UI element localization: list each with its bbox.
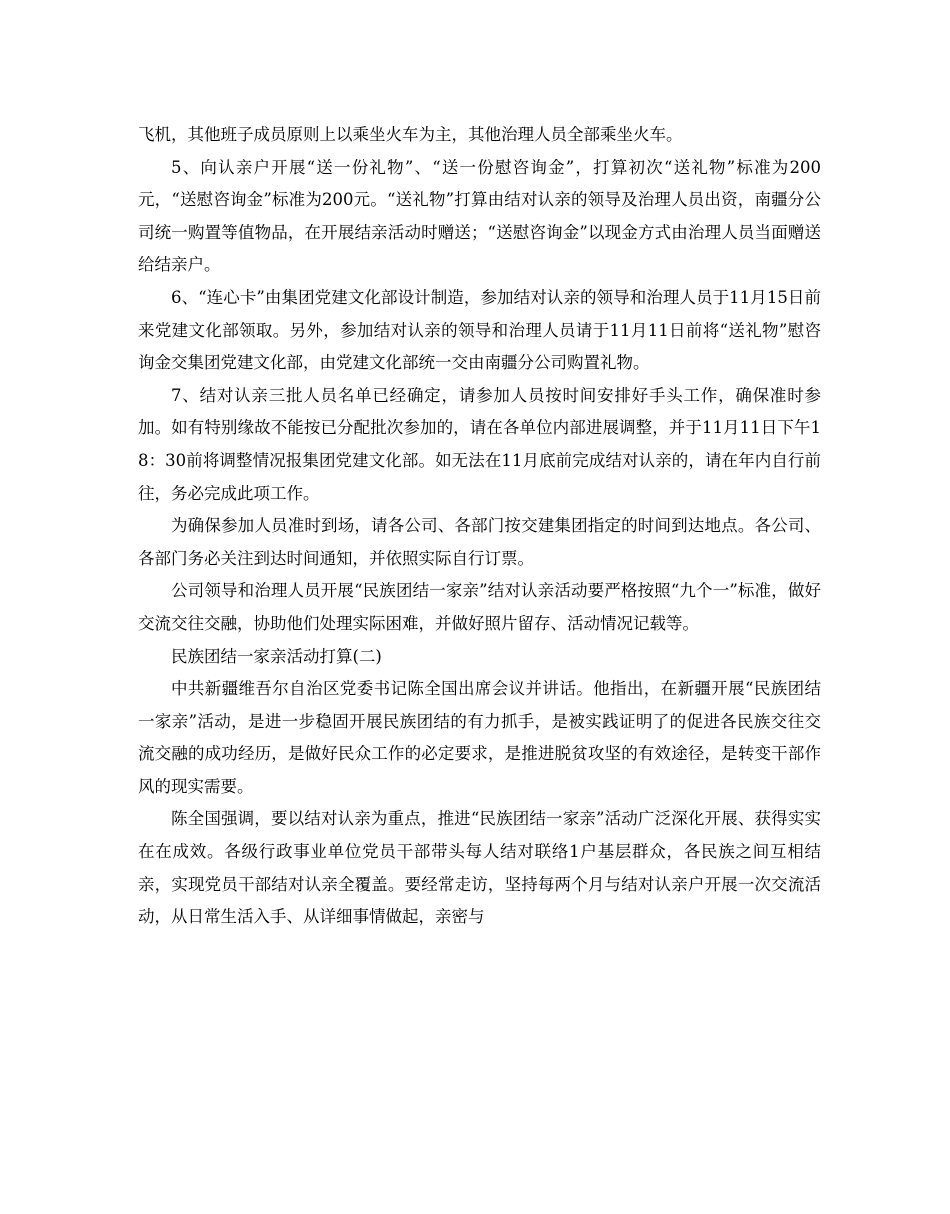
paragraph-standards: 公司领导和治理人员开展“民族团结一家亲”结对认亲活动要严格按照“九个一”标准，做好交流交往交融，协助他们处理实际困难，并做好照片留存、活动情况记载等。 <box>138 581 821 633</box>
paragraph-item-7-schedule: 7、结对认亲三批人员名单已经确定，请参加人员按时间安排好手头工作，确保准时参加。如有特别缘故不能按已分配批次参加的，请在各单位内部进展调整，并于11月11日下午18：30前将调整情况报集团党建文化部。如无法在11月底前完成结对认亲的，请在年内自行前往，务必完成此项工作。 <box>138 385 821 503</box>
paragraph-speech: 中共新疆维吾尔自治区党委书记陈全国出席会议并讲话。他指出，在新疆开展“民族团结一家亲”活动，是进一步稳固开展民族团结的有力抓手，是被实践证明了的促进各民族交往交流交融的成功经历，是做好民众工作的必定要求，是推进脱贫攻坚的有效途径，是转变干部作风的现实需要。 <box>138 679 821 796</box>
paragraph-emphasis: 陈全国强调，要以结对认亲为重点，推进“民族团结一家亲”活动广泛深化开展、获得实实在在成效。各级行政事业单位党员干部带头每人结对联络1户基层群众，各民族之间互相结亲，实现党员干部结对认亲全覆盖。要经常走访，坚持每两个月与结对认亲户开展一次交流活动，从日常生活入手、从详细事情做起，亲密与 <box>138 809 821 927</box>
paragraph-continuation: 飞机，其他班子成员原则上以乘坐火车为主，其他治理人员全部乘坐火车。 <box>138 125 683 144</box>
section-heading: 民族团结一家亲活动打算(二) <box>171 646 382 666</box>
document-body <box>138 119 821 934</box>
paragraph-item-6-heart-card: 6、“连心卡”由集团党建文化部设计制造，参加结对认亲的领导和治理人员于11月15日前来党建文化部领取。另外，参加结对认亲的领导和治理人员请于11月11日前将“送礼物”慰咨询金交集团党建文化部，由党建文化部统一交由南疆分公司购置礼物。 <box>138 287 821 373</box>
paragraph-arrival: 为确保参加人员准时到场，请各公司、各部门按交建集团指定的时间到达地点。各公司、各部门务必关注到达时间通知，并依照实际自行订票。 <box>138 516 821 568</box>
paragraph-item-5-gifts: 5、向认亲户开展“送一份礼物”、“送一份慰咨询金”，打算初次“送礼物”标准为200元，“送慰咨询金”标准为200元。“送礼物”打算由结对认亲的领导及治理人员出资，南疆分公司统一购置等值物品，在开展结亲活动时赠送；“送慰咨询金”以现金方式由治理人员当面赠送给结亲户。 <box>138 157 821 275</box>
